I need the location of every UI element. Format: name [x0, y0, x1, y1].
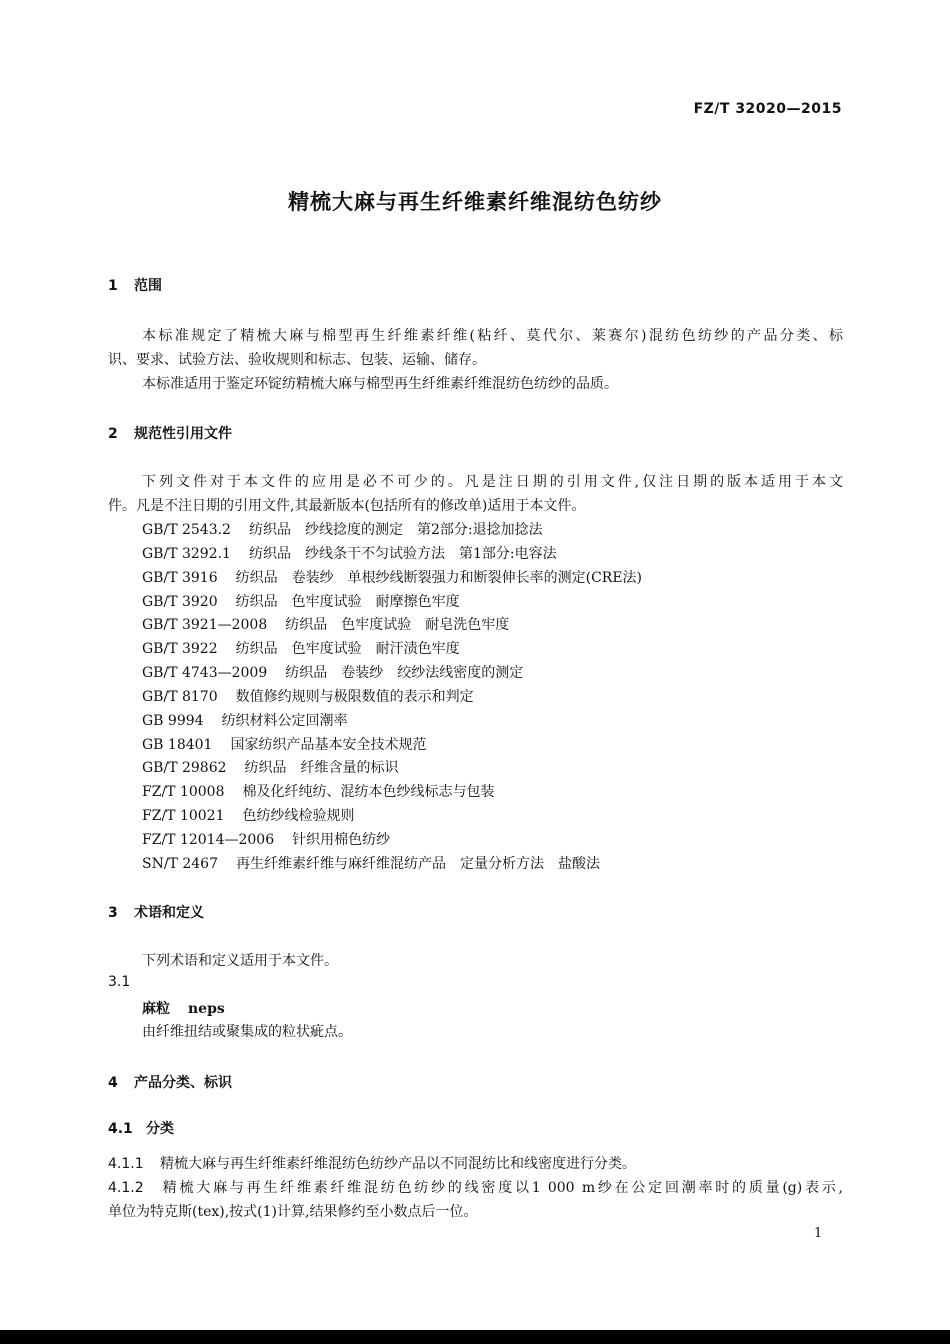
clause-4-1-1 — [108, 1153, 636, 1173]
reference-title: 纺织品 纱线捻度的测定 第2部分:退捻加捻法 — [248, 522, 543, 538]
reference-title: 纺织品 色牢度试验 耐汗渍色牢度 — [235, 641, 460, 657]
reference-code: GB/T 3922 — [142, 641, 218, 657]
standard-code: FZ/T 32020—2015 — [693, 101, 842, 117]
reference-code: GB/T 2543.2 — [142, 522, 231, 538]
section-2-paragraph-line-2: 件。凡是不注日期的引用文件,其最新版本(包括所有的修改单)适用于本文件。 — [108, 498, 586, 514]
section-1-paragraph-1-line-1: 本标准规定了精梳大麻与棉型再生纤维素纤维(粘纤、莫代尔、莱赛尔)混纺色纺纱的产品分类、标 — [142, 328, 843, 344]
section-number: 1 — [108, 278, 118, 294]
term-definition: 由纤维扭结或聚集成的粒状疵点。 — [142, 1024, 352, 1040]
reference-code: FZ/T 12014—2006 — [142, 832, 275, 848]
section-number: 4 — [108, 1075, 118, 1091]
term-number: 3.1 — [108, 974, 131, 990]
subsection-4-1-heading — [108, 1118, 174, 1138]
reference-code: GB/T 29862 — [142, 760, 227, 776]
section-4-heading — [108, 1072, 232, 1092]
section-2-paragraph-line-1: 下列文件对于本文件的应用是必不可少的。凡是注日期的引用文件,仅注日期的版本适用于本文 — [142, 474, 843, 490]
section-1-paragraph-2: 本标准适用于鉴定环锭纺精梳大麻与棉型再生纤维素纤维混纺色纺纱的品质。 — [142, 376, 618, 392]
bottom-edge-bar — [0, 1330, 950, 1344]
reference-title: 棉及化纤纯纺、混纺本色纱线标志与包装 — [242, 784, 495, 800]
section-1-heading — [108, 275, 162, 295]
term-english: neps — [188, 1001, 225, 1017]
section-2-heading — [108, 423, 232, 443]
reference-title: 纺织品 卷装纱 单根纱线断裂强力和断裂伸长率的测定(CRE法) — [235, 570, 643, 586]
clause-4-1-2-line-1 — [108, 1177, 843, 1197]
reference-item — [142, 686, 474, 706]
reference-title: 纺织材料公定回潮率 — [221, 713, 348, 729]
section-number: 2 — [108, 426, 118, 442]
section-3-intro: 下列术语和定义适用于本文件。 — [142, 953, 338, 969]
reference-item — [142, 638, 460, 658]
section-number: 3 — [108, 905, 118, 921]
section-1-paragraph-1-line-2: 识、要求、试验方法、验收规则和标志、包装、运输、储存。 — [108, 352, 486, 368]
reference-title: 纺织品 色牢度试验 耐皂洗色牢度 — [285, 617, 510, 633]
clause-4-1-2-line-2: 单位为特克斯(tex),按式(1)计算,结果修约至小数点后一位。 — [108, 1204, 478, 1220]
term-entry — [142, 998, 225, 1018]
clause-number: 4.1.2 — [108, 1180, 144, 1196]
section-title: 术语和定义 — [134, 905, 204, 921]
reference-code: GB/T 3292.1 — [142, 546, 231, 562]
document-title: 精梳大麻与再生纤维素纤维混纺色纺纱 — [288, 190, 662, 214]
reference-title: 纺织品 色牢度试验 耐摩擦色牢度 — [235, 594, 460, 610]
subsection-number: 4.1 — [108, 1121, 133, 1137]
reference-item — [142, 710, 348, 730]
reference-code: GB/T 3916 — [142, 570, 218, 586]
reference-item — [142, 805, 354, 825]
reference-item — [142, 591, 460, 611]
reference-item — [142, 543, 557, 563]
section-title: 规范性引用文件 — [134, 426, 232, 442]
section-title: 产品分类、标识 — [134, 1075, 232, 1091]
reference-item — [142, 567, 642, 587]
clause-text: 精梳大麻与再生纤维素纤维混纺色纺纱的线密度以1 000 m纱在公定回潮率时的质量(g)表示, — [160, 1180, 843, 1196]
clause-text: 精梳大麻与再生纤维素纤维混纺色纺纱产品以不同混纺比和线密度进行分类。 — [160, 1156, 636, 1172]
reference-title: 色纺纱线检验规则 — [242, 808, 355, 824]
reference-code: GB 18401 — [142, 737, 213, 753]
reference-item — [142, 757, 399, 777]
reference-item — [142, 829, 390, 849]
reference-title: 再生纤维素纤维与麻纤维混纺产品 定量分析方法 盐酸法 — [235, 856, 600, 872]
clause-number: 4.1.1 — [108, 1156, 144, 1172]
reference-code: GB 9994 — [142, 713, 204, 729]
section-3-heading — [108, 902, 204, 922]
reference-title: 针织用棉色纺纱 — [292, 832, 391, 848]
reference-title: 国家纺织产品基本安全技术规范 — [230, 737, 427, 753]
reference-code: GB/T 3920 — [142, 594, 218, 610]
term-chinese: 麻粒 — [142, 1001, 170, 1017]
reference-item — [142, 519, 543, 539]
reference-item — [142, 614, 509, 634]
subsection-title: 分类 — [146, 1121, 174, 1137]
reference-title: 纺织品 纱线条干不匀试验方法 第1部分:电容法 — [248, 546, 557, 562]
reference-code: FZ/T 10021 — [142, 808, 225, 824]
reference-code: FZ/T 10008 — [142, 784, 225, 800]
reference-code: SN/T 2467 — [142, 856, 218, 872]
reference-item — [142, 853, 600, 873]
reference-code: GB/T 3921—2008 — [142, 617, 268, 633]
reference-item — [142, 781, 494, 801]
reference-code: GB/T 8170 — [142, 689, 218, 705]
reference-code: GB/T 4743—2009 — [142, 665, 268, 681]
reference-title: 纺织品 纤维含量的标识 — [244, 760, 399, 776]
reference-title: 数值修约规则与极限数值的表示和判定 — [235, 689, 474, 705]
reference-item — [142, 734, 426, 754]
page-number: 1 — [814, 1226, 823, 1241]
reference-title: 纺织品 卷装纱 绞纱法线密度的测定 — [285, 665, 524, 681]
section-title: 范围 — [134, 278, 162, 294]
reference-item — [142, 662, 523, 682]
